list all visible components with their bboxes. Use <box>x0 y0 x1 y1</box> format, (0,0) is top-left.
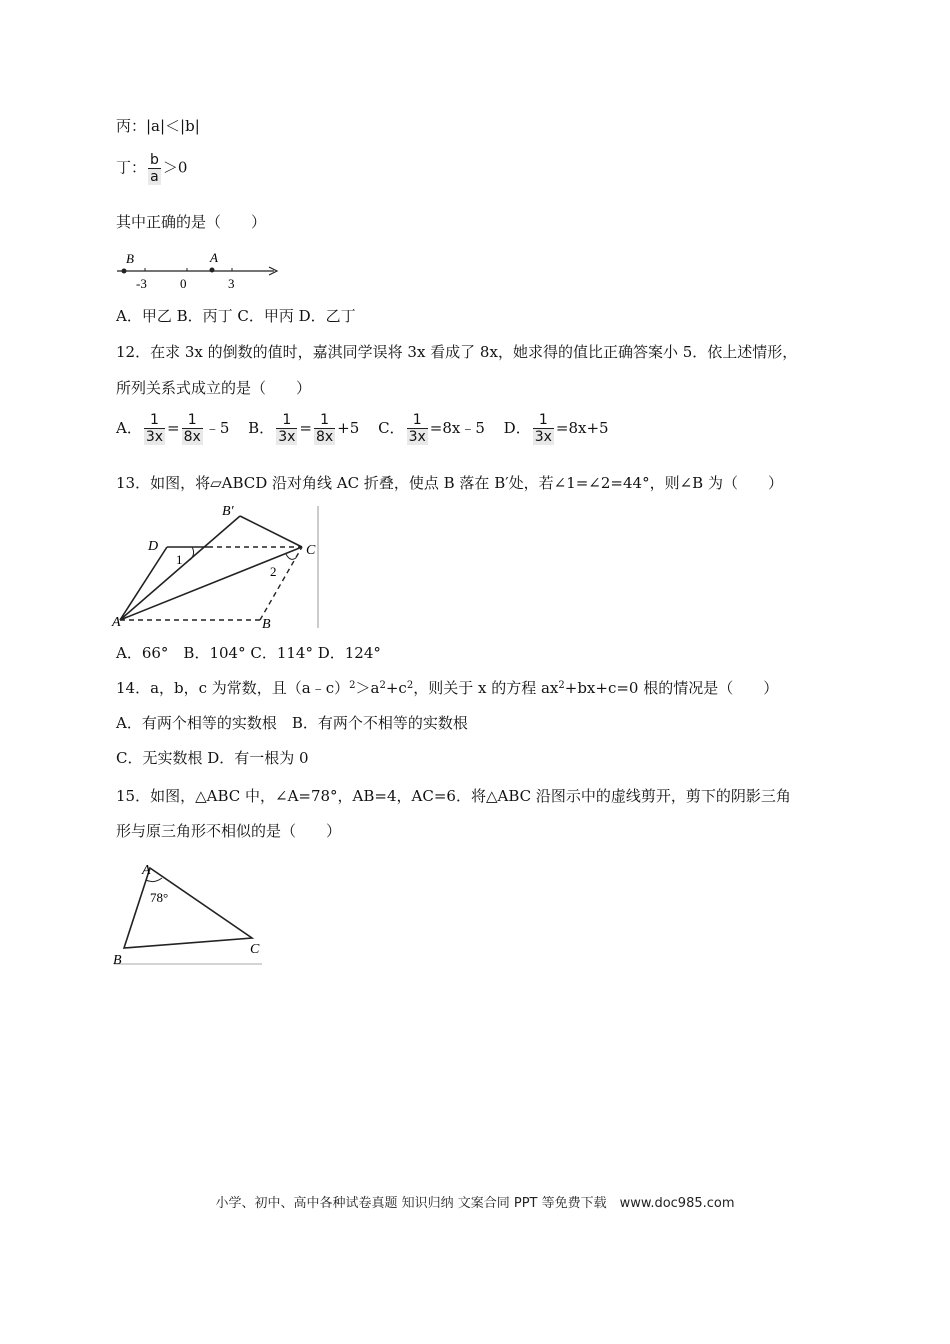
q14-text-pre: 14．a，b，c 为常数，且（a﹣c） <box>116 679 350 697</box>
q12-c-tail: =8x﹣5 <box>429 418 485 437</box>
q13-options: A．66° B．104° C．114° D．124° <box>116 644 381 662</box>
label-0: 0 <box>180 276 187 291</box>
label-minus3: -3 <box>136 276 147 291</box>
point-b <box>122 269 127 274</box>
q12-a-label: A． <box>116 418 142 437</box>
ding-suffix: ＞0 <box>162 158 188 177</box>
q12-line1: 12．在求 3x 的倒数的值时，嘉淇同学误将 3x 看成了 8x，她求得的值比正确答案小 5．依上述情形， <box>116 343 798 361</box>
label-angle-2: 2 <box>270 564 277 579</box>
q12-a-n1: 1 <box>149 412 159 428</box>
q12-b-eq: = <box>299 418 312 437</box>
label-a: A <box>112 615 121 630</box>
q14-sup1: 2 <box>349 680 356 691</box>
q12-a-d1: 3x <box>145 429 164 445</box>
q14-text-post: +bx+c=0 根的情况是（ ） <box>564 679 779 697</box>
q12-b-n2: 1 <box>320 412 330 428</box>
label-b: B <box>262 617 271 632</box>
which-correct: 其中正确的是（ ） <box>116 213 267 231</box>
page-footer: 小学、初中、高中各种试卷真题 知识归纳 文案合同 PPT 等免费下载 www.doc985.com <box>215 1196 735 1211</box>
q12-b-d2: 8x <box>315 429 334 445</box>
triangle-abc-figure <box>110 856 270 972</box>
q12-line2: 所列关系式成立的是（ ） <box>116 379 312 397</box>
q14-text-mid1: ＞a <box>355 679 380 697</box>
label-b: B <box>126 251 134 266</box>
label-angle-78: 78° <box>150 890 169 905</box>
segment-b-prime-c <box>240 516 302 547</box>
q12-a-d2: 8x <box>183 429 201 445</box>
triangle-abc <box>124 868 252 948</box>
label-angle-1: 1 <box>176 552 183 567</box>
label-d: D <box>148 539 159 554</box>
q12-c-d1: 3x <box>408 429 426 445</box>
q12-b-frac1 <box>276 412 297 445</box>
q12-d-label: D． <box>503 418 531 437</box>
label-c: C <box>306 543 316 558</box>
q12-option-b <box>248 412 364 445</box>
q12-option-d <box>503 412 609 445</box>
q12-a-frac2 <box>182 412 203 445</box>
q14-options-line1: A．有两个相等的实数根 B．有两个不相等的实数根 <box>116 714 468 732</box>
ding-numerator: b <box>150 152 159 168</box>
ding-denominator: a <box>148 168 161 185</box>
label-3: 3 <box>228 276 235 291</box>
q12-option-c <box>378 412 490 445</box>
q15-line2: 形与原三角形不相似的是（ ） <box>116 822 342 840</box>
segment-ac <box>120 547 302 620</box>
q14-text-mid3: ，则关于 x 的方程 ax <box>413 679 559 697</box>
q12-d-n1: 1 <box>538 412 548 428</box>
number-line-figure <box>114 250 284 292</box>
q13-text: 13．如图，将▱ABCD 沿对角线 AC 折叠，使点 B 落在 B′处，若∠1=∠2=44°，则∠B 为（ ） <box>116 474 783 492</box>
segment-ad <box>120 547 167 620</box>
label-b-prime: B′ <box>222 504 234 519</box>
q12-b-frac2 <box>314 412 335 445</box>
q12-b-label: B． <box>248 418 275 437</box>
parallelogram-fold-figure <box>110 502 325 632</box>
label-a: A <box>210 250 218 265</box>
q14-options-line2: C．无实数根 D．有一根为 0 <box>116 749 309 767</box>
point-a <box>210 268 215 273</box>
angle-a-arc <box>146 878 162 882</box>
angle-2-arc <box>286 554 296 559</box>
q12-b-n1: 1 <box>282 412 292 428</box>
q12-a-frac1 <box>144 412 165 445</box>
statement-ding <box>116 152 187 185</box>
q12-options <box>116 412 623 445</box>
q14-sup3: 2 <box>406 680 414 691</box>
q12-a-eq: = <box>167 418 180 437</box>
ding-prefix: 丁： <box>116 158 147 177</box>
q14-sup2: 2 <box>379 680 386 691</box>
segment-ab-prime <box>120 516 240 620</box>
label-c: C <box>250 942 260 957</box>
q12-c-frac <box>407 412 428 445</box>
q14-sup4: 2 <box>558 680 565 691</box>
q12-b-d1: 3x <box>278 429 296 445</box>
q12-d-tail: =8x+5 <box>555 418 609 437</box>
label-a: A <box>142 863 151 878</box>
q12-b-tail: +5 <box>337 418 360 437</box>
q15-line1: 15．如图，△ABC 中，∠A=78°，AB=4，AC=6．将△ABC 沿图示中的虚线剪开，剪下的阴影三角 <box>116 787 791 805</box>
q11-options: A．甲乙 B．丙丁 C．甲丙 D．乙丁 <box>116 307 356 325</box>
q12-a-tail: ﹣5 <box>204 418 230 437</box>
ding-fraction <box>148 152 161 185</box>
q12-d-frac <box>533 412 554 445</box>
q14-text <box>116 678 778 698</box>
q12-option-a <box>116 412 234 445</box>
q12-c-label: C． <box>378 418 405 437</box>
label-b: B <box>113 953 122 968</box>
statement-bing: 丙：|a|＜|b| <box>116 117 200 135</box>
q12-a-n2: 1 <box>187 412 197 428</box>
q12-c-n1: 1 <box>412 412 422 428</box>
q14-text-mid2: +c <box>385 679 407 697</box>
q12-d-d1: 3x <box>534 429 552 445</box>
